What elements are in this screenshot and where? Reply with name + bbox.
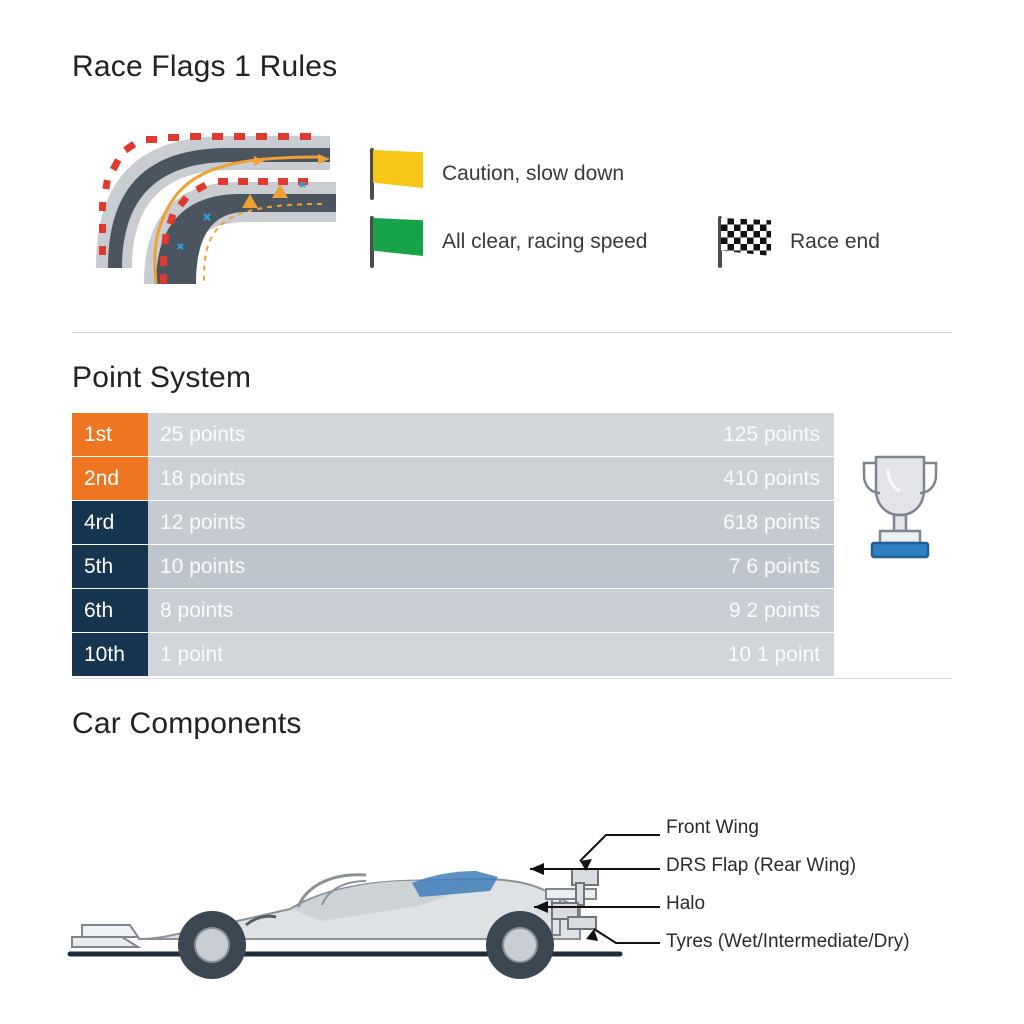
page-title-point-system: Point System: [72, 361, 252, 394]
legend-label-green-flag: All clear, racing speed: [442, 230, 648, 253]
points-cell: [148, 457, 834, 500]
legend-item-green-flag: [368, 216, 647, 268]
table-row: [72, 501, 834, 544]
yellow-flag-icon: [368, 148, 426, 200]
legend-item-chequered-flag: [716, 216, 880, 268]
points-value: 10 points: [160, 554, 246, 578]
points-value: 18 points: [160, 466, 246, 490]
f1-car-diagram: [60, 779, 980, 1009]
page-title-race-flags: Race Flags 1 Rules: [72, 50, 338, 83]
table-row: [72, 413, 834, 456]
points-table: [72, 413, 834, 677]
rank-cell: 4rd: [72, 501, 148, 544]
callout-halo: Halo: [666, 893, 706, 914]
table-row: [72, 589, 834, 632]
rank-cell: 5th: [72, 545, 148, 588]
legend-label-yellow-flag: Caution, slow down: [442, 162, 625, 185]
points-cell: [148, 501, 834, 544]
section-race-flags: [0, 0, 1024, 332]
points-value-secondary: 7 6 points: [728, 554, 820, 578]
points-cell: [148, 413, 834, 456]
points-value: 1 point: [160, 642, 224, 666]
points-cell: [148, 545, 834, 588]
points-value-secondary: 9 2 points: [728, 598, 820, 622]
rank-cell: 10th: [72, 633, 148, 676]
points-value-secondary: 410 points: [723, 466, 820, 490]
rank-cell: 1st: [72, 413, 148, 456]
points-value-secondary: 125 points: [723, 422, 820, 446]
callout-front-wing: Front Wing: [666, 817, 759, 838]
table-row: [72, 633, 834, 676]
points-value: 25 points: [160, 422, 246, 446]
points-value: 8 points: [160, 598, 234, 622]
callout-drs-flap: DRS Flap (Rear Wing): [666, 855, 857, 876]
trophy-icon: [852, 443, 948, 573]
table-row: [72, 457, 834, 500]
green-flag-icon: [368, 216, 426, 268]
race-track-diagram: [78, 118, 336, 284]
points-value-secondary: 618 points: [723, 510, 820, 534]
chequered-flag-icon: [716, 216, 774, 268]
legend-item-yellow-flag: [368, 148, 624, 200]
callout-tyres: Tyres (Wet/Intermediate/Dry): [666, 931, 910, 952]
rank-cell: 6th: [72, 589, 148, 632]
page-title-car-components: Car Components: [72, 707, 302, 740]
points-cell: [148, 633, 834, 676]
table-row: [72, 545, 834, 588]
section-point-system: [0, 333, 1024, 678]
points-value: 12 points: [160, 510, 246, 534]
points-cell: [148, 589, 834, 632]
rank-cell: 2nd: [72, 457, 148, 500]
section-car-components: [0, 679, 1024, 1024]
points-value-secondary: 10 1 point: [727, 642, 820, 666]
legend-label-chequered-flag: Race end: [790, 230, 880, 253]
